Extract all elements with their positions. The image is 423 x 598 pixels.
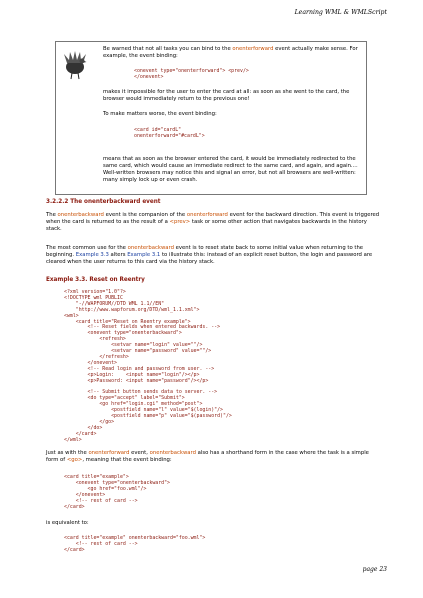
example-3-1-link[interactable]: Example 3.1	[127, 252, 161, 258]
inline-code: onenterforward	[232, 46, 274, 52]
note-paragraph-4: means that as soon as the browser entered the card, it would be immediately redirected to the same card, which would cause an immediate redirect to the same card, and again, and again.... Well-written browsers may notice this and signal an error, but not all browsers are well-written: many simply lock up or even crash.	[103, 156, 358, 183]
page-number: page 23	[362, 566, 387, 573]
section-paragraph-2: The most common use for the onenterbackward event is to reset state back to some initial value when returning to the beginning. Example 3.3 alters Example 3.1 to illustrate this: instead of an explicit reset button, the login and password are cleared when the user returns to this card via the history stack.	[46, 245, 373, 265]
after-paragraph-2: is equivalent to:	[46, 520, 89, 526]
warning-note-box	[55, 41, 367, 195]
after-paragraph-1: Just as with the onenterforward event, onenterbackward also has a shorthand form in the case where the task is a simple form of <go>, meaning that the event binding:	[46, 450, 369, 463]
turkey-icon	[62, 50, 88, 80]
running-header: Learning WML & WMLScript	[294, 9, 387, 16]
note-code-2: <card id="cardL" onenterforward="#cardL">	[134, 127, 205, 139]
note-paragraph-3: To make matters worse, the event binding:	[103, 111, 217, 117]
note-paragraph-1: Be warned that not all tasks you can bind to the onenterforward event actually make sense. For example, the event binding:	[103, 46, 358, 59]
note-paragraph-2: makes it impossible for the user to enter the card at all: as soon as she went to the card, the browser would immediately return to the previous one!	[103, 89, 350, 102]
example-3-3-link[interactable]: Example 3.3	[75, 252, 109, 258]
after-code-2: <card title="example" onenterbackward="foo.wml"> <!-- rest of card --> </card>	[64, 535, 206, 553]
section-heading: 3.2.2.2 The onenterbackward event	[46, 199, 161, 205]
note-code-1: <onevent type="onenterforward"> <prev/> </onevent>	[134, 68, 249, 80]
example-code: <?xml version="1.0"?> <!DOCTYPE wml PUBLIC "-//WAPFORUM//DTD WML 1.1//EN" "http://www.wapforum.org/DTD/wml_1.1.xml"> <wml> <card title="Reset on Reentry example"> <!-- Reset fields when entered backwards. --> <onevent type="onenterbackward"> <refresh> <setvar name="login" value=""/> <setvar name="password" value=""/> </refresh> </onevent> <!-- Read login and password from user. --> <p>Login: <input name="login"/></p> <p>Password: <input name="password"/></p> <!-- Submit button sends data to server. --> <do type="accept" label="Submit"> <go href="login.cgi" method="post"> <postfield name="l" value="$(login)"/> <postfield name="p" value="$(password)"/> </go> </do> </card> </wml>	[64, 289, 232, 443]
example-title: Example 3.3. Reset on Reentry	[46, 277, 145, 283]
after-code-1: <card title="example"> <onevent type="onenterbackward"> <go href="foo.wml"/> </onevent> <!-- rest of card --> </card>	[64, 474, 170, 510]
section-paragraph-1: The onenterbackward event is the companion of the onenterforward event for the backward direction. This event is triggered when the card is returned to as the result of a <prev> task or some other action that navigates backwards in the history stack.	[46, 212, 380, 232]
